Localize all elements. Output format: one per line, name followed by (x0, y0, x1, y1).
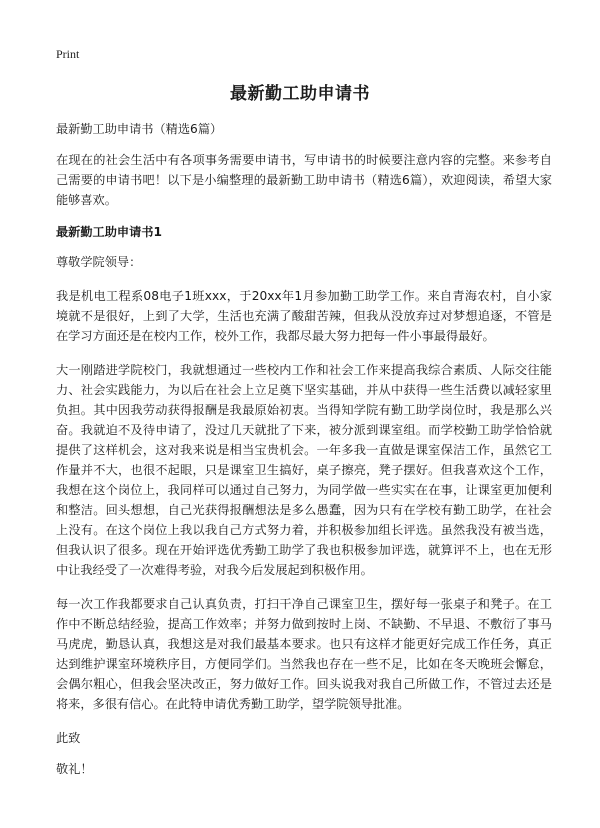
salutation: 尊敬学院领导： (56, 255, 142, 269)
intro-paragraph: 在现在的社会生活中有各项事务需要申请书，写申请书的时候要注意内容的完整。来参考自己需要的申请书吧！以下是小编整理的最新勤工助申请书（精选6篇），欢迎阅读，希望大家能够喜欢。 (56, 153, 552, 207)
body-paragraph-3: 每一次工作我都要求自己认真负责，打扫干净自己课室卫生，摆好每一张桌子和凳子。在工作中不断总结经验，提高工作效率；并努力做到按时上岗、不缺勤、不早退、不敷衍了事马马虎虎，勤恳认真，我想这是对我们最基本要求。也只有这样才能更好完成工作任务，真正达到维护课室环境秩序目，方便同学们。当然我也存在一些不足，比如在冬天晚班会懈怠，会偶尔粗心，但我会坚决改正，努力做好工作。回头说我对我自己所做工作，不管过去还是将来，多很有信心。在此特申请优秀勤工助学，望学院领导批准。 (56, 597, 552, 711)
body-paragraph-1: 我是机电工程系08电子1班xxx，于20xx年1月参加勤工助学工作。来自青海农村，自小家境就不是很好，上到了大学，生活也充满了酸甜苦辣，但我从没放弃过对梦想追逐，不管是在学习方面还是在校内工作，校外工作，我都尽最大努力把每一件小事最得最好。 (56, 289, 552, 343)
document-body (56, 119, 552, 790)
body-paragraph-2: 大一刚踏进学院校门，我就想通过一些校内工作和社会工作来提高我综合素质、人际交往能力、社会实践能力，为以后在社会上立足奠下坚实基础，并从中获得一些生活费以减轻家里负担。其中因我劳动获得报酬是我最原始初衷。当得知学院有勤工助学岗位时，我是那么兴奋。我就迫不及待申请了，没过几天就批了下来，被分派到课室组。而学校勤工助学恰恰就提供了这样机会，这对我来说是相当宝贵机会。一年多我一直做是课室保洁工作，虽然它工作量并不大，也很不起眼，只是课室卫生搞好，桌子擦亮，凳子摆好。但我喜欢这个工作，我想在这个岗位上，我同样可以通过自己努力，为同学做一些实实在在事，让课室更加便利和整洁。回头想想，自己光获得报酬想法是多么愚蠢，因为只有在学校有勤工助学，在社会上没有。在这个岗位上我以我自己方式努力着，并积极参加组长评选。虽然我没有被当选，但我认识了很多。现在开始评选优秀勤工助学了我也积极参加评选，就算评不上，也在无形中让我经受了一次难得考验，对我今后发展起到积极作用。 (56, 363, 552, 577)
section-heading: 最新勤工助申请书1 (56, 225, 162, 239)
closing-line-1: 此致 (56, 731, 81, 745)
print-link[interactable]: Print (56, 47, 80, 61)
closing-line-2: 敬礼！ (56, 762, 93, 776)
document-subtitle: 最新勤工助申请书（精选6篇） (56, 122, 223, 136)
page-title: 最新勤工助申请书 (230, 84, 370, 104)
